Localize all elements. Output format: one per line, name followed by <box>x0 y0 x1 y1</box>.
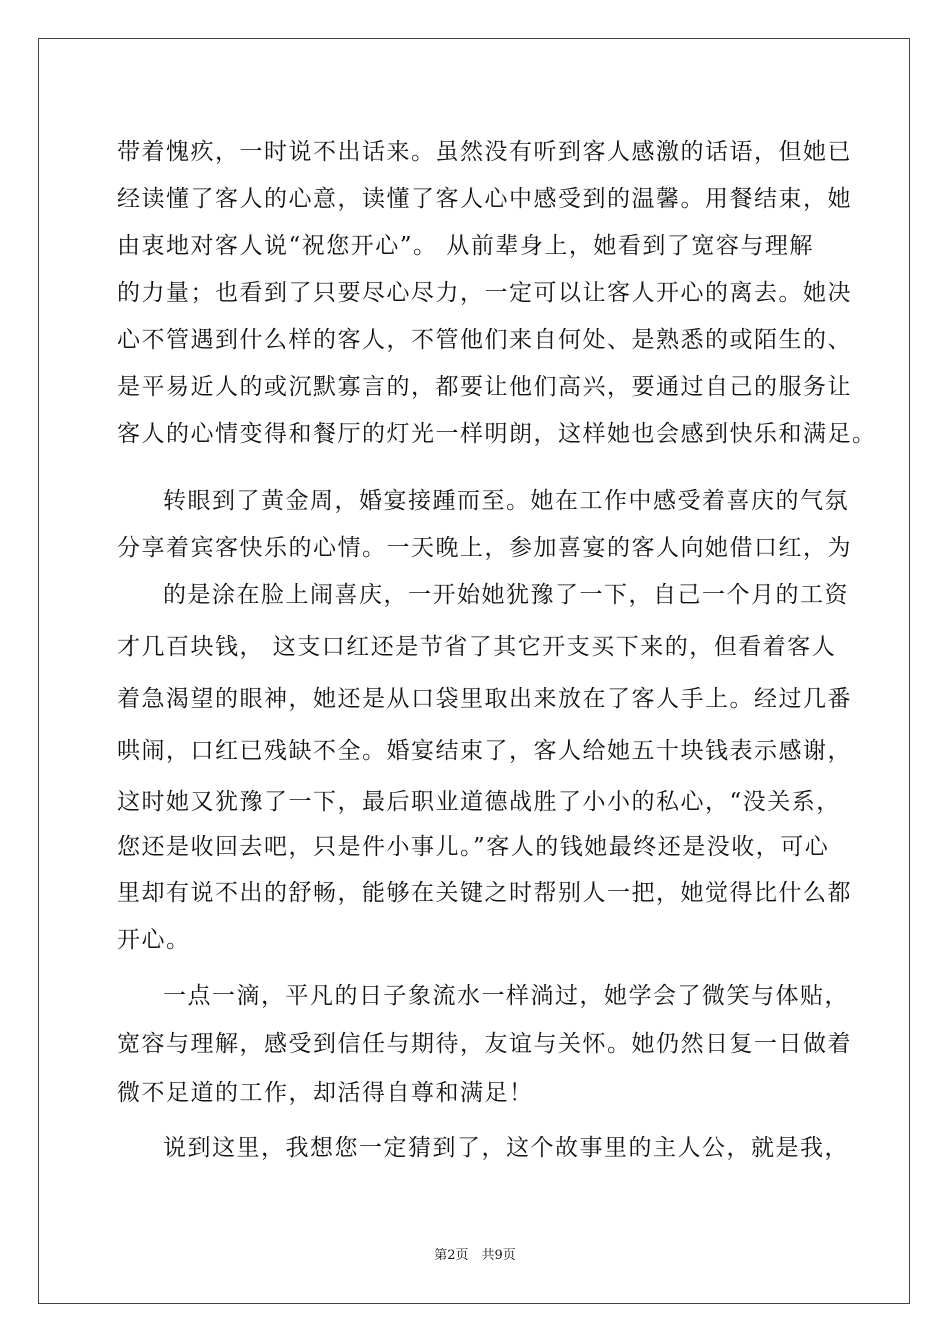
page-number-footer: 第2页 共9页 <box>434 1248 516 1263</box>
body-line: 带着愧疚，一时说不出话来。虽然没有听到客人感激的话语，但她已 <box>117 139 852 165</box>
body-line: 您还是收回去吧，只是件小事儿。”客人的钱她最终还是没收，可心 <box>117 834 830 860</box>
body-line: 这时她又犹豫了一下，最后职业道德战胜了小小的私心，“没关系， <box>117 789 841 815</box>
body-line: 是平易近人的或沉默寡言的，都要让他们高兴，要通过自己的服务让 <box>117 374 852 400</box>
body-line: 的是涂在脸上闹喜庆，一开始她犹豫了一下，自己一个月的工资 <box>163 582 849 608</box>
body-line: 心不管遇到什么样的客人，不管他们来自何处、是熟悉的或陌生的、 <box>117 327 852 353</box>
body-line: 经读懂了客人的心意，读懂了客人心中感受到的温馨。用餐结束，她 <box>117 186 852 212</box>
body-line: 分享着宾客快乐的心情。一天晚上，参加喜宴的客人向她借口红，为 <box>117 535 852 561</box>
body-line: 的力量；也看到了只要尽心尽力，一定可以让客人开心的离去。她决 <box>117 280 852 306</box>
body-line: 客人的心情变得和餐厅的灯光一样明朗，这样她也会感到快乐和满足。 <box>117 421 877 447</box>
paragraph-start-line: 转眼到了黄金周，婚宴接踵而至。她在工作中感受着喜庆的气氛 <box>163 488 849 514</box>
body-line: 哄闹，口红已残缺不全。婚宴结束了，客人给她五十块钱表示感谢， <box>117 738 852 764</box>
body-line: 里却有说不出的舒畅，能够在关键之时帮别人一把，她觉得比什么都 <box>117 880 852 906</box>
body-line: 由衷地对客人说“祝您开心”。 从前辈身上，她看到了宽容与理解 <box>117 233 814 259</box>
body-line: 宽容与理解，感受到信任与期待，友谊与关怀。她仍然日复一日做着 <box>117 1031 852 1057</box>
body-line: 才几百块钱， 这支口红还是节省了其它开支买下来的，但看着客人 <box>117 634 837 660</box>
paragraph-start-line: 一点一滴，平凡的日子象流水一样淌过，她学会了微笑与体贴， <box>163 983 849 1009</box>
paragraph-start-line: 说到这里，我想您一定猜到了，这个故事里的主人公，就是我， <box>163 1135 849 1161</box>
body-line: 着急渴望的眼神，她还是从口袋里取出来放在了客人手上。经过几番 <box>117 686 852 712</box>
body-line: 开心。 <box>117 927 191 953</box>
body-line: 微不足道的工作，却活得自尊和满足！ <box>117 1080 534 1106</box>
page-border <box>38 38 910 1304</box>
